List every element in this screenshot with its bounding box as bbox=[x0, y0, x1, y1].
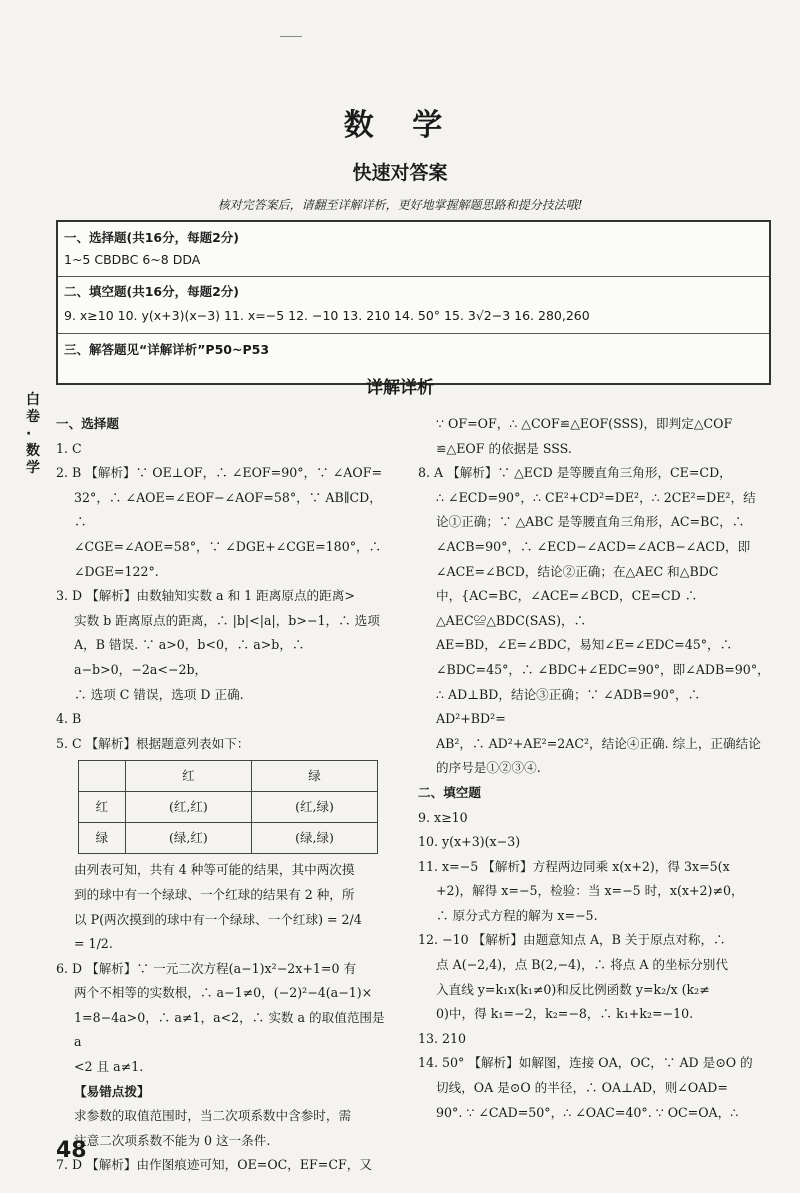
answer-2-line: 2. B 【解析】∵ OE⊥OF，∴ ∠EOF=90°，∵ ∠AOF= bbox=[56, 465, 382, 481]
box-divider bbox=[58, 276, 769, 277]
page-subtitle: 快速对答案 bbox=[352, 162, 448, 184]
table-cell: (绿,红) bbox=[125, 823, 251, 854]
tip-line: 注意二次项系数不能为 0 这一条件. bbox=[74, 1132, 271, 1148]
answer-8-line: ∠BDC=45°，∴ ∠BDC+∠EDC=90°，即∠ADB=90°， bbox=[436, 661, 770, 677]
answer-8-line: ∠ACB=90°，∴ ∠ECD−∠ACD=∠ACB−∠ACD，即 bbox=[436, 538, 751, 554]
table-header: 绿 bbox=[251, 761, 377, 792]
box-divider bbox=[58, 333, 769, 334]
answer-14-line: 90°. ∵ ∠CAD=50°，∴ ∠OAC=40°. ∵ OC=OA，∴ bbox=[436, 1104, 739, 1120]
choice-title: 一、选择题(共16分，每题2分) bbox=[64, 230, 240, 245]
top-mark bbox=[280, 36, 302, 37]
answer-8-line: 论①正确；∵ △ABC 是等腰直角三角形，AC=BC，∴ bbox=[436, 514, 745, 530]
answer-14-line: 14. 50° 【解析】如解图，连接 OA，OC，∵ AD 是⊙O 的 bbox=[418, 1055, 753, 1071]
answer-5-line: 以 P(两次摸到的球中有一个绿球、一个红球) = 2/4 bbox=[74, 911, 362, 927]
answer-6-line: 两个不相等的实数根，∴ a−1≠0，(−2)²−4(a−1)× bbox=[74, 985, 373, 1001]
table-cell: (绿,绿) bbox=[251, 823, 377, 854]
page-title: 数 学 bbox=[343, 108, 457, 143]
answer-11-line: +2)，解得 x=−5，检验：当 x=−5 时，x(x+2)≠0， bbox=[436, 883, 744, 899]
page-number: 48 bbox=[56, 1138, 87, 1163]
table-cell: (红,红) bbox=[125, 792, 251, 823]
answer-8-line: 的序号是①②③④. bbox=[436, 760, 541, 776]
answer-3-line: A，B 错误. ∵ a>0，b<0，∴ a>b，∴ a−b>0，−2a<−2b， bbox=[74, 637, 305, 677]
answer-9: 9. x≥10 bbox=[418, 809, 468, 825]
answer-11-line: 11. x=−5 【解析】方程两边同乘 x(x+2)，得 3x=5(x bbox=[418, 858, 730, 874]
answer-2-line: ∠DGE=122°. bbox=[74, 563, 159, 579]
solve-note: 三、解答题见“详解详析”P50~P53 bbox=[64, 342, 270, 357]
answer-2-line: ∠CGE=∠AOE=58°，∵ ∠DGE+∠CGE=180°，∴ bbox=[74, 538, 382, 554]
answer-1: 1. C bbox=[56, 440, 82, 456]
side-label: 白卷·数学 bbox=[26, 392, 40, 476]
answer-6-line: <2 且 a≠1. bbox=[74, 1059, 144, 1075]
answer-8-line: AE=BD，∠E=∠BDC，易知∠E=∠EDC=45°，∴ bbox=[436, 637, 733, 653]
detail-section-title: 详解详析 bbox=[366, 378, 434, 398]
answer-8-line: ∴ AD⊥BD，结论③正确；∵ ∠ADB=90°，∴ AD²+BD²= bbox=[436, 686, 701, 727]
answer-14-line: 切线，OA 是⊙O 的半径，∴ OA⊥AD，则∠OAD= bbox=[436, 1080, 728, 1096]
answer-8-line: 8. A 【解析】∵ △ECD 是等腰直角三角形，CE=CD， bbox=[418, 465, 732, 481]
outcome-table bbox=[78, 760, 378, 854]
right-column bbox=[418, 412, 773, 1125]
answer-7-line: ≌△EOF 的依据是 SSS. bbox=[436, 440, 572, 456]
answer-6-line: 6. D 【解析】∵ 一元二次方程(a−1)x²−2x+1=0 有 bbox=[56, 960, 357, 976]
answer-5-line: 到的球中有一个绿球、一个红球的结果有 2 种，所 bbox=[74, 886, 355, 902]
answer-12-line: 0)中，得 k₁=−2，k₂=−8，∴ k₁+k₂=−10. bbox=[436, 1006, 694, 1022]
section-heading: 一、选择题 bbox=[56, 416, 119, 431]
answer-12-line: 点 A(−2,4)，点 B(2,−4)，∴ 将点 A 的坐标分别代 bbox=[436, 957, 728, 973]
answer-13: 13. 210 bbox=[418, 1030, 467, 1046]
answer-12-line: 入直线 y=k₁x(k₁≠0)和反比例函数 y=k₂/x (k₂≠ bbox=[436, 981, 710, 997]
answer-6-line: 1=8−4a>0，∴ a≠1，a<2，∴ 实数 a 的取值范围是 a bbox=[74, 1009, 385, 1050]
choice-answers: 1~5 CBDBC 6~8 DDA bbox=[64, 252, 201, 267]
answer-8-line: ∠ACE=∠BCD，结论②正确；在△AEC 和△BDC bbox=[436, 563, 719, 579]
answer-8-line: 中，{AC=BC，∠ACE=∠BCD，CE=CD ∴ △AEC≌△BDC(SAS)，∴ bbox=[436, 588, 698, 628]
tip-line: 求参数的取值范围时，当二次项系数中含参时，需 bbox=[74, 1108, 352, 1124]
section-heading: 二、填空题 bbox=[418, 784, 481, 800]
answer-7-line: 7. D 【解析】由作图痕迹可知，OE=OC，EF=CF，又 bbox=[56, 1157, 372, 1173]
answer-3-line: ∴ 选项 C 错误，选项 D 正确. bbox=[74, 686, 244, 702]
table-row-header: 红 bbox=[79, 792, 126, 823]
table-corner bbox=[79, 761, 126, 792]
answer-10: 10. y(x+3)(x−3) bbox=[418, 834, 521, 850]
table-header: 红 bbox=[125, 761, 251, 792]
answer-3-line: 实数 b 距离原点的距离，∴ |b|<|a|，b>−1，∴ 选项 bbox=[74, 612, 380, 628]
answer-12-line: 12. −10 【解析】由题意知点 A，B 关于原点对称，∴ bbox=[418, 932, 726, 948]
quick-answer-box bbox=[56, 220, 771, 385]
answer-5-line: 5. C 【解析】根据题意列表如下： bbox=[56, 735, 250, 751]
answer-3-line: 3. D 【解析】由数轴知实数 a 和 1 距离原点的距离> bbox=[56, 588, 355, 604]
answer-4: 4. B bbox=[56, 711, 82, 727]
hint-note: 核对完答案后，请翻至详解详析，更好地掌握解题思路和提分技法哦! bbox=[217, 198, 583, 212]
table-cell: (红,绿) bbox=[251, 792, 377, 823]
answer-5-line: = 1/2. bbox=[74, 936, 113, 952]
answer-7-line: ∵ OF=OF，∴ △COF≌△EOF(SSS)，即判定△COF bbox=[436, 416, 733, 431]
answer-8-line: ∴ ∠ECD=90°，∴ CE²+CD²=DE²，∴ 2CE²=DE²，结 bbox=[436, 489, 756, 505]
left-column bbox=[56, 412, 394, 1178]
tip-heading: 【易错点拨】 bbox=[74, 1083, 150, 1099]
answer-11-line: ∴ 原分式方程的解为 x=−5. bbox=[436, 907, 598, 923]
fill-title: 二、填空题(共16分，每题2分) bbox=[64, 284, 240, 299]
table-row-header: 绿 bbox=[79, 823, 126, 854]
answer-8-line: AB²，∴ AD²+AE²=2AC²，结论④正确. 综上，正确结论 bbox=[436, 735, 761, 751]
answer-5-line: 由列表可知，共有 4 种等可能的结果，其中两次摸 bbox=[74, 862, 355, 878]
fill-answers: 9. x≥10 10. y(x+3)(x−3) 11. x=−5 12. −10 13. 210 14. 50° 15. 3√2−3 16. 280,260 bbox=[64, 308, 590, 323]
answer-2-line: 32°，∴ ∠AOE=∠EOF−∠AOF=58°，∵ AB∥CD，∴ bbox=[74, 489, 382, 530]
